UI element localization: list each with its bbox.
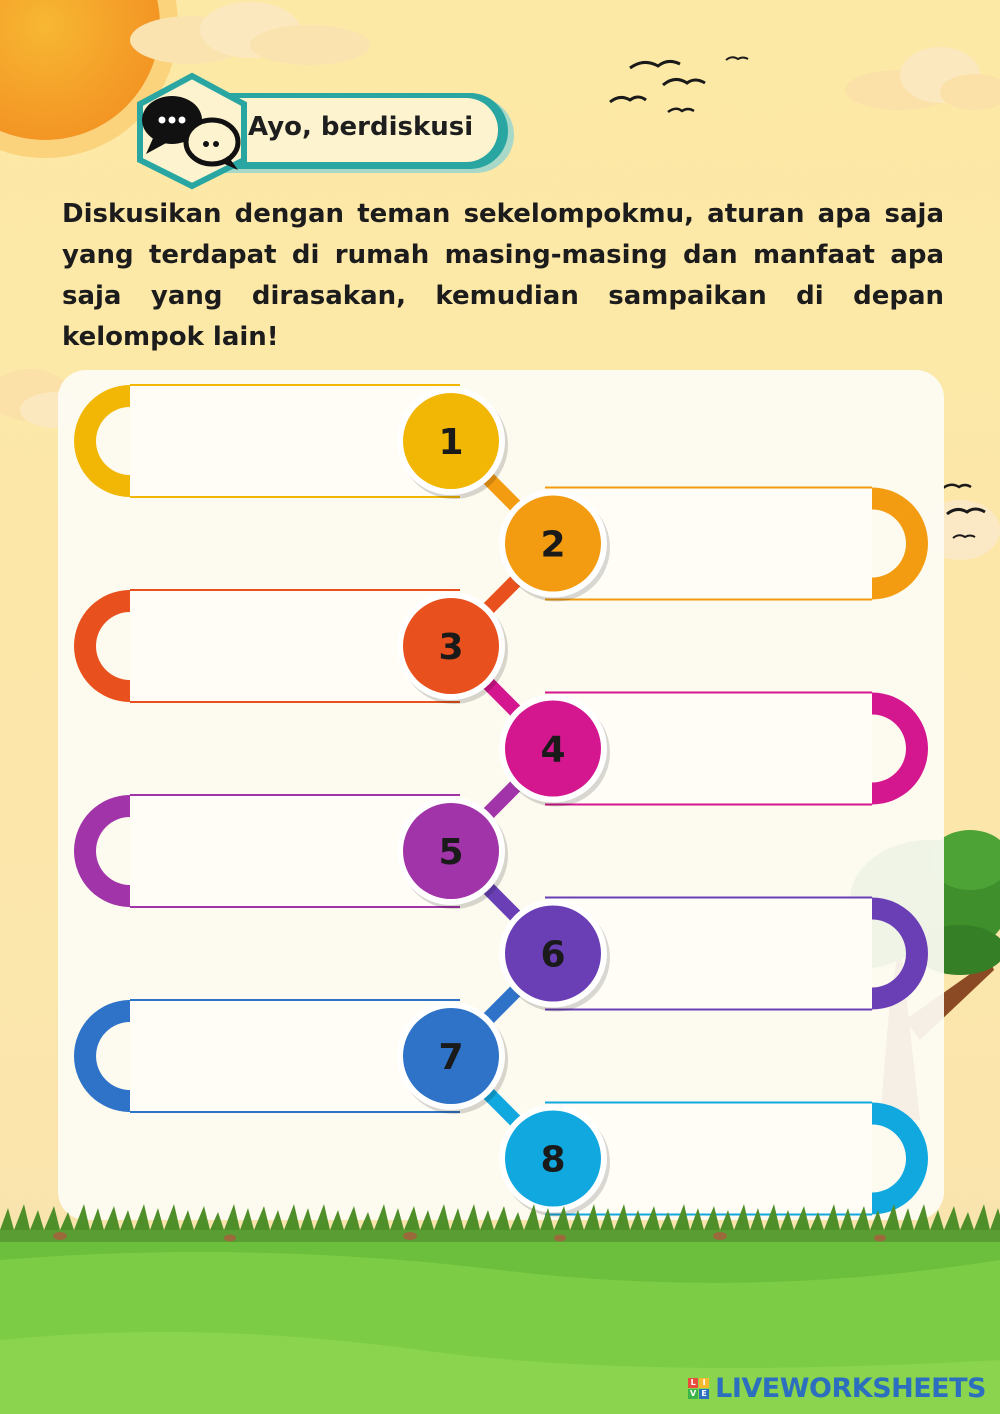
box-cap <box>872 898 928 1010</box>
step-number: 1 <box>438 422 464 463</box>
step-number: 8 <box>540 1139 566 1181</box>
step-number: 5 <box>438 832 464 873</box>
liveworksheets-logo-icon: L I V E <box>688 1378 709 1399</box>
box-cap <box>872 1103 928 1215</box>
liveworksheets-brand: LIVEWORKSHEETS <box>715 1373 986 1404</box>
step-3 <box>74 590 508 704</box>
instruction-text: Diskusikan dengan teman sekelompokmu, aturan apa saja yang terdapat di rumah masing-masing dan manfaat apa saja yang dirasakan, kemudian sampaikan di depan kelompok lain! <box>62 199 944 352</box>
box-cap <box>872 488 928 600</box>
section-title: Ayo, berdiskusi <box>248 112 474 142</box>
box-cap <box>74 795 130 907</box>
step-number: 2 <box>540 524 566 566</box>
box-cap <box>74 385 130 497</box>
step-number: 7 <box>438 1037 464 1078</box>
step-5 <box>74 795 508 909</box>
step-1 <box>74 385 508 499</box>
step-number: 4 <box>540 729 566 771</box>
box-cap <box>872 693 928 805</box>
step-4 <box>499 693 928 807</box>
step-2 <box>499 488 928 602</box>
step-6 <box>499 898 928 1012</box>
step-7 <box>74 1000 508 1114</box>
liveworksheets-logo <box>688 1373 986 1404</box>
step-number: 3 <box>438 627 464 668</box>
box-cap <box>74 1000 130 1112</box>
step-number: 6 <box>540 934 566 976</box>
box-cap <box>74 590 130 702</box>
